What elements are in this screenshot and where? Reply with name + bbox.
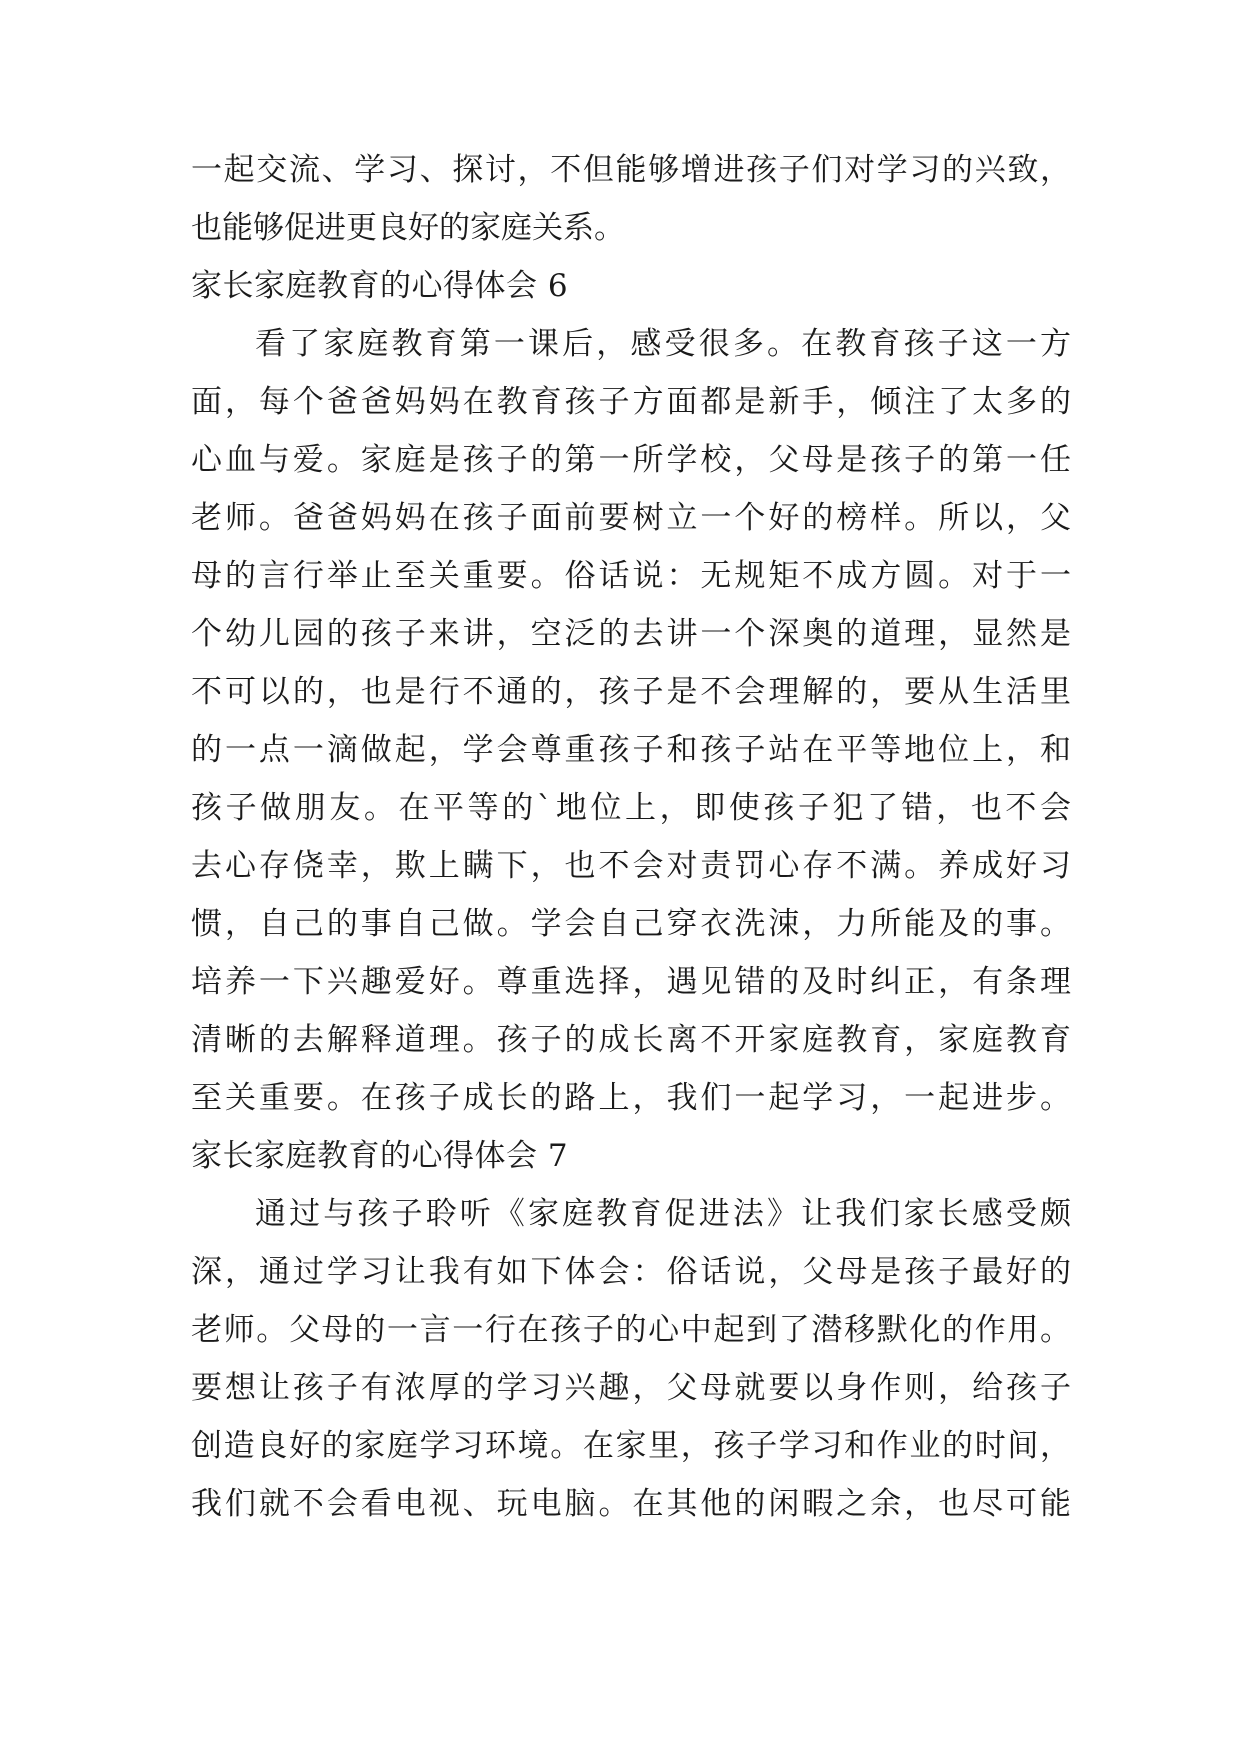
paragraph-line: 老师。父母的一言一行在孩子的心中起到了潜移默化的作用。 (191, 1312, 1071, 1348)
paragraph-line: 我们就不会看电视、玩电脑。在其他的闲暇之余，也尽可能 (191, 1486, 1071, 1522)
paragraph-line: 一起交流、学习、探讨，不但能够增进孩子们对学习的兴致， (191, 152, 1071, 188)
paragraph-line: 不可以的，也是行不通的，孩子是不会理解的，要从生活里 (191, 674, 1071, 710)
paragraph-line: 创造良好的家庭学习环境。在家里，孩子学习和作业的时间， (191, 1428, 1071, 1464)
section-heading: 家长家庭教育的心得体会 6 (191, 268, 569, 304)
paragraph-line: 培养一下兴趣爱好。尊重选择，遇见错的及时纠正，有条理 (191, 964, 1071, 1000)
paragraph-line: 通过与孩子聆听《家庭教育促进法》让我们家长感受颇 (255, 1196, 1071, 1232)
paragraph-line: 心血与爱。家庭是孩子的第一所学校，父母是孩子的第一任 (191, 442, 1071, 478)
section-heading: 家长家庭教育的心得体会 7 (191, 1138, 569, 1174)
paragraph-line: 面，每个爸爸妈妈在教育孩子方面都是新手，倾注了太多的 (191, 384, 1071, 420)
paragraph-line: 老师。爸爸妈妈在孩子面前要树立一个好的榜样。所以，父 (191, 500, 1071, 536)
paragraph-line: 孩子做朋友。在平等的`地位上，即使孩子犯了错，也不会 (191, 790, 1071, 826)
paragraph-line: 清晰的去解释道理。孩子的成长离不开家庭教育，家庭教育 (191, 1022, 1071, 1058)
paragraph-line: 深，通过学习让我有如下体会：俗话说，父母是孩子最好的 (191, 1254, 1071, 1290)
paragraph-line: 个幼儿园的孩子来讲，空泛的去讲一个深奥的道理，显然是 (191, 616, 1071, 652)
paragraph-line: 要想让孩子有浓厚的学习兴趣，父母就要以身作则，给孩子 (191, 1370, 1071, 1406)
paragraph-line: 的一点一滴做起，学会尊重孩子和孩子站在平等地位上，和 (191, 732, 1071, 768)
paragraph-line: 去心存侥幸，欺上瞒下，也不会对责罚心存不满。养成好习 (191, 848, 1071, 884)
paragraph-line: 至关重要。在孩子成长的路上，我们一起学习，一起进步。 (191, 1080, 1071, 1116)
paragraph-line: 也能够促进更良好的家庭关系。 (191, 210, 625, 246)
paragraph-line: 母的言行举止至关重要。俗话说：无规矩不成方圆。对于一 (191, 558, 1071, 594)
paragraph-line: 惯，自己的事自己做。学会自己穿衣洗涑，力所能及的事。 (191, 906, 1071, 942)
paragraph-line: 看了家庭教育第一课后，感受很多。在教育孩子这一方 (255, 326, 1071, 362)
